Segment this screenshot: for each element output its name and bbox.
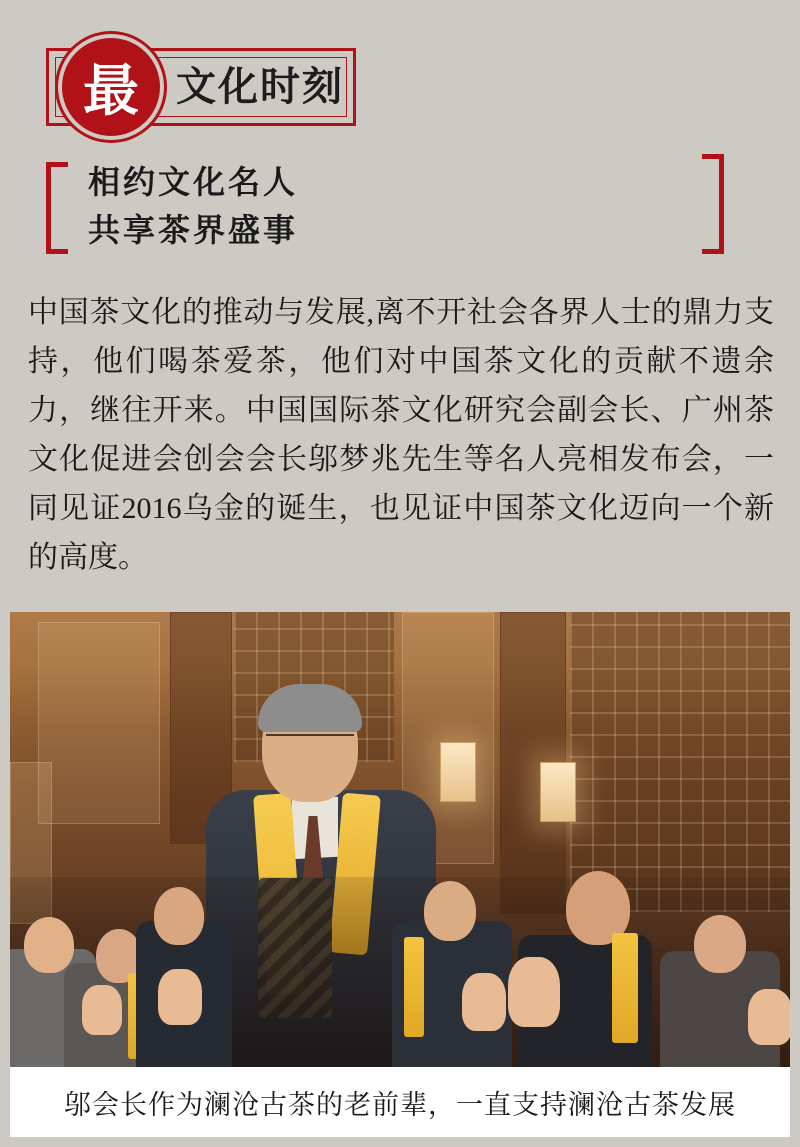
audience-head xyxy=(694,915,746,973)
bracket-left-icon xyxy=(46,162,68,254)
subtitle-line-2: 共享茶界盛事 xyxy=(88,212,299,248)
photo-scene xyxy=(10,612,790,1067)
photo-caption: 邬会长作为澜沧古茶的老前辈，一直支持澜沧古茶发展 xyxy=(10,1067,790,1137)
yellow-scarf xyxy=(612,933,638,1043)
audience-head xyxy=(424,881,476,941)
subtitle-block xyxy=(46,158,754,268)
body-paragraph: 中国茶文化的推动与发展,离不开社会各界人士的鼎力支持，他们喝茶爱茶，他们对中国茶文化的贡献不遗余力，继往开来。中国国际茶文化研究会副会长、广州茶文化促进会创会会长邬梦兆先生等名人亮相发布会，一同见证2016乌金的诞生，也见证中国茶文化迈向一个新的高度。 xyxy=(28,296,774,574)
lattice-screen xyxy=(570,612,790,912)
clapping-hands xyxy=(158,969,202,1025)
wall-lamp-icon xyxy=(440,742,476,802)
page-title: 文化时刻 xyxy=(176,65,344,109)
figure-hair xyxy=(258,684,362,732)
glasses-icon xyxy=(266,734,354,752)
audience-head xyxy=(154,887,204,945)
clapping-hands xyxy=(462,973,506,1031)
wall-panel xyxy=(38,622,160,824)
audience-head xyxy=(24,917,74,973)
subtitle-line-1: 相约文化名人 xyxy=(88,164,299,200)
clapping-hands xyxy=(82,985,122,1035)
photo xyxy=(10,612,790,1067)
clapping-hands xyxy=(748,989,790,1045)
clapping-hands xyxy=(508,957,560,1027)
wall-lamp-icon xyxy=(540,762,576,822)
header-badge xyxy=(46,48,366,128)
subtitle-lines xyxy=(88,158,298,254)
yellow-scarf xyxy=(404,937,424,1037)
bracket-right-icon xyxy=(702,154,724,254)
seal-icon: 最 xyxy=(62,38,160,136)
audience-crowd xyxy=(10,877,790,1067)
